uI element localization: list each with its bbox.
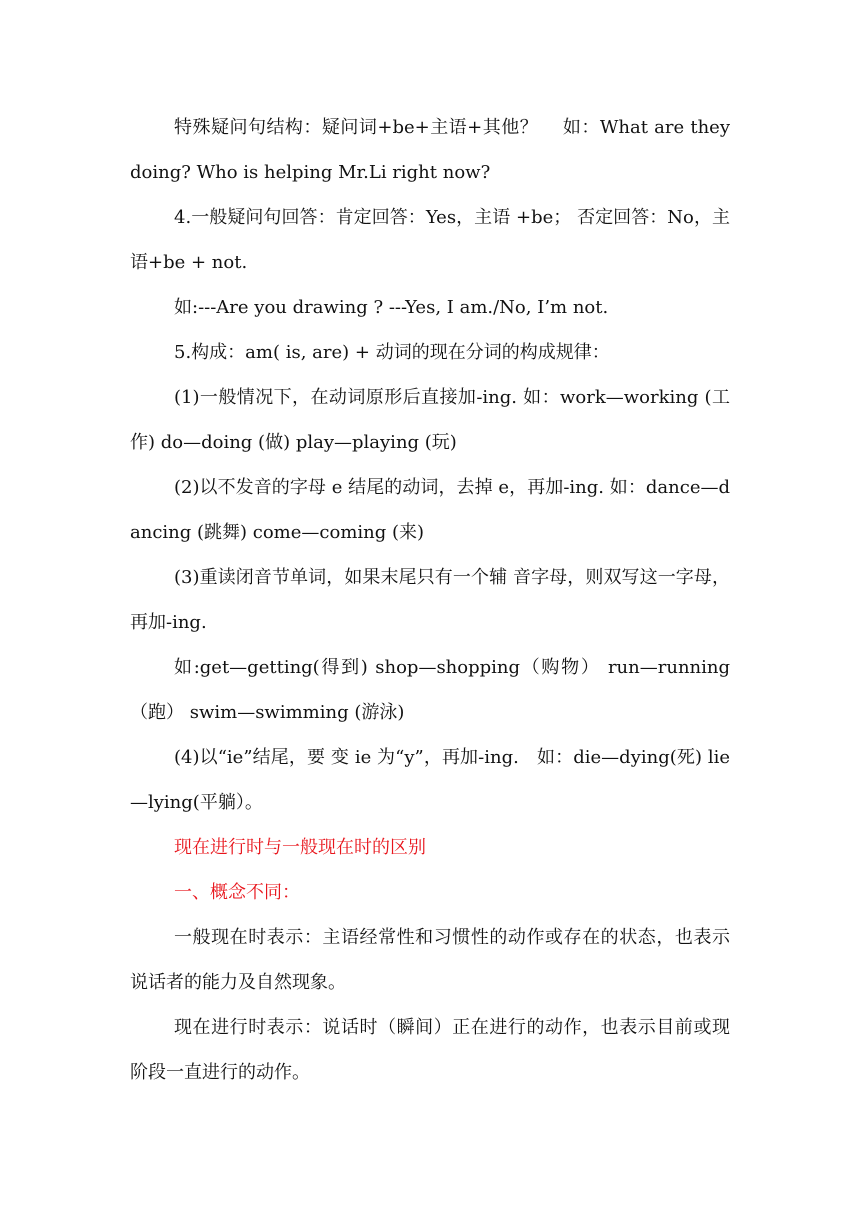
paragraph-yes-no-answers: 4.一般疑问句回答：肯定回答：Yes，主语 +be； 否定回答：No，主语+be + not. [130,207,730,273]
paragraph-rule-4: (4)以“ie”结尾，要 变 ie 为“y”，再加-ing. 如：die—dying(死) lie—lying(平躺）。 [130,747,730,813]
paragraph-present-continuous-definition: 现在进行时表示：说话时（瞬间）正在进行的动作，也表示目前或现阶段一直进行的动作。 [130,1017,730,1083]
paragraph-rule-2: (2)以不发音的字母 e 结尾的动词，去掉 e，再加-ing. 如：dance—dancing (跳舞) come—coming (来) [130,477,730,543]
paragraph-formation-rules: 5.构成：am( is, are) + 动词的现在分词的构成规律： [174,342,610,363]
paragraph-answer-example: 如:---Are you drawing ? ---Yes, I am./No, I’m not. [174,297,609,318]
document-body [130,105,730,1095]
paragraph-wh-question-structure: 特殊疑问句结构：疑问词+be+主语+其他？ 如：What are they doing? Who is helping Mr.Li right now? [130,117,730,183]
subheading-concept-difference: 一、概念不同： [174,882,300,903]
paragraph-simple-present-definition: 一般现在时表示：主语经常性和习惯性的动作或存在的状态，也表示说话者的能力及自然现象。 [130,927,730,993]
paragraph-rule-1: (1)一般情况下，在动词原形后直接加-ing. 如：work—working (工作) do—doing (做) play—playing (玩) [130,387,730,453]
paragraph-rule-3-examples: 如:get—getting(得到) shop—shopping（购物） run—running（跑） swim—swimming (游泳) [130,657,730,723]
paragraph-rule-3: (3)重读闭音节单词，如果末尾只有一个辅 音字母，则双写这一字母，再加-ing. [130,567,730,633]
section-heading-difference: 现在进行时与一般现在时的区别 [174,837,426,858]
